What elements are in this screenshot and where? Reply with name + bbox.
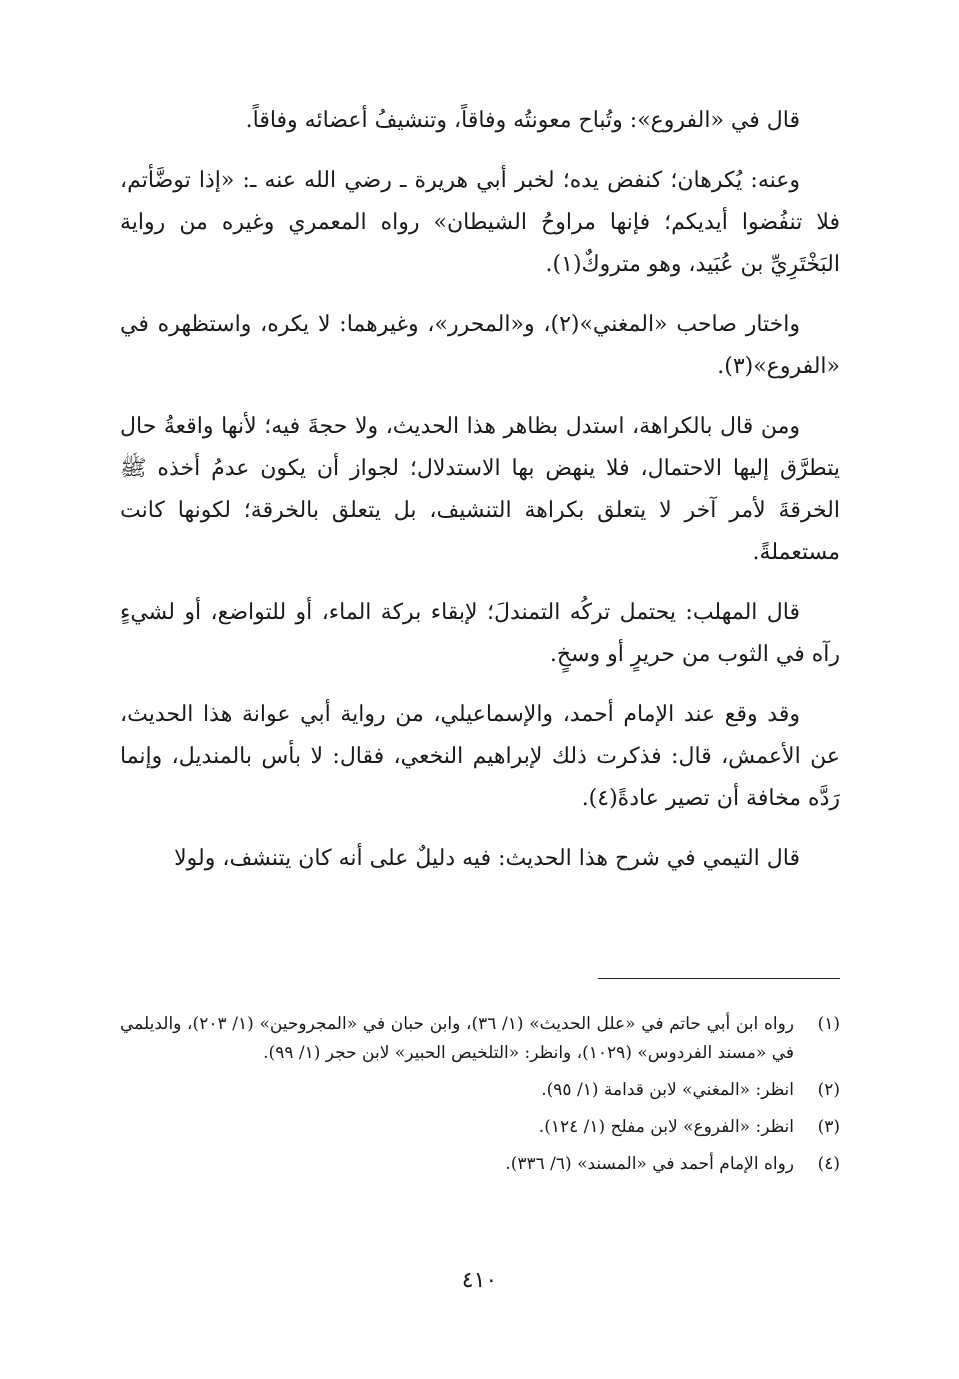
footnote-number: (٢) (817, 1080, 840, 1100)
footnote-text: انظر: «المغني» لابن قدامة (١/ ٩٥). (541, 1080, 794, 1100)
paragraph-2: وعنه: يُكرهان؛ كنفض يده؛ لخبر أبي هريرة ـ رضي الله عنه ـ: «إذا توضَّأتم، فلا تنفُضوا أيديكم؛ فإنها مراوحُ الشيطان» رواه المعمري وغيره من رواية البَخْتَرِيِّ بن عُبَيد، وهو متروكٌ(١). (120, 168, 840, 277)
footnote-text: رواه الإمام أحمد في «المسند» (٦/ ٣٣٦). (505, 1154, 794, 1174)
paragraph-4: ومن قال بالكراهة، استدل بظاهر هذا الحديث، ولا حجةَ فيه؛ لأنها واقعةُ حال يتطرَّق إليها الاحتمال، فلا ينهض بها الاستدلال؛ لجواز أن يكون عدمُ أخذه ﷺ الخرقةَ لأمر آخر لا يتعلق بكراهة التنشيف، بل يتعلق بالخرقة؛ لكونها كانت مستعملةً. (120, 414, 840, 565)
footnote-text: انظر: «الفروع» لابن مفلح (١/ ١٢٤). (538, 1117, 794, 1137)
page-number: ٤١٠ (461, 1268, 498, 1293)
footnote-text: رواه ابن أبي حاتم في «علل الحديث» (١/ ٣٦)، وابن حبان في «المجروحين» (١/ ٢٠٣)، والديلمي في «مسند الفردوس» (١٠٢٩)، وانظر: «التلخيص الحبير» لابن حجر (١/ ٩٩). (120, 1014, 794, 1063)
footnote-1 (120, 1010, 840, 1068)
paragraph-1: قال في «الفروع»: وتُباح معونتُه وفاقاً، وتنشيفُ أعضائه وفاقاً. (245, 108, 800, 133)
paragraph-5: قال المهلب: يحتمل تركُه التمندلَ؛ لإبقاء بركة الماء، أو للتواضع، أو لشيءٍ رآه في الثوب من حريرٍ أو وسخٍ. (120, 600, 840, 667)
footnote-2 (120, 1076, 840, 1105)
footnote-divider (598, 978, 840, 979)
footnote-3 (120, 1113, 840, 1142)
paragraph-7: قال التيمي في شرح هذا الحديث: فيه دليلٌ على أنه كان يتنشف، ولولا (174, 846, 800, 871)
footnotes (120, 1010, 840, 1187)
footnote-number: (٤) (817, 1154, 840, 1174)
main-text (120, 100, 840, 898)
paragraph-3: واختار صاحب «المغني»(٢)، و«المحرر»، وغيرهما: لا يكره، واستظهره في «الفروع»(٣). (120, 312, 840, 379)
footnote-number: (٣) (817, 1117, 840, 1137)
footnote-number: (١) (817, 1014, 840, 1034)
footnote-4 (120, 1150, 840, 1179)
paragraph-6: وقد وقع عند الإمام أحمد، والإسماعيلي، من رواية أبي عوانة هذا الحديث، عن الأعمش، قال: فذكرت ذلك لإبراهيم النخعي، فقال: لا بأس بالمنديل، وإنما رَدَّه مخافة أن تصير عادةً(٤). (120, 702, 840, 811)
